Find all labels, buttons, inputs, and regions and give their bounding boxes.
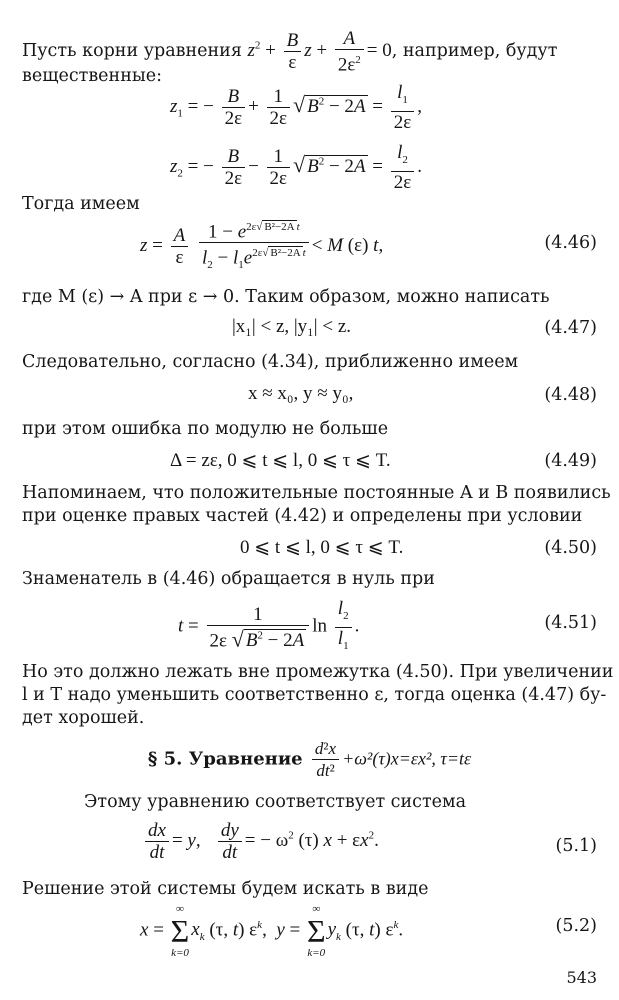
consequently-line: Следовательно, согласно (4.34), приближенно имеем xyxy=(22,352,519,372)
eq-number-5-1: (5.1) xyxy=(555,836,597,856)
section-suffix: +ω²(τ)x=εx², τ=tε xyxy=(342,748,472,769)
eq-number-4-48: (4.48) xyxy=(544,385,597,405)
intro-text: Пусть корни уравнения xyxy=(22,41,242,62)
formula-5-2: x = ∞ Σ k=0 $x_k$ (τ, t) $\varepsilon^k$, y = ∞ Σ k=0 $y_k$ (τ, t) $\varepsilon^k$. xyxy=(140,903,404,959)
corresponds-line: Этому уравнению соответствует система xyxy=(84,792,467,812)
root-z1-formula: $z_1$ = − $\frac{B}{2\varepsilon}$ + $\frac{1}{2\varepsilon}$ √ $B^2 - 2A$ = $\frac{l_1}{2\varepsilon}$ , xyxy=(170,82,422,133)
remind-line-2: при оценке правых частей (4.42) и определены при условии xyxy=(22,506,583,526)
eq-number-4-50: (4.50) xyxy=(544,538,597,558)
formula-4-49: Δ = zε, 0 ⩽ t ⩽ l, 0 ⩽ τ ⩽ T. xyxy=(170,450,391,471)
quadratic-equation: $z^2$ + $\frac{B}{\varepsilon}$ z + $\frac{A}{2\varepsilon^2}$ = 0 xyxy=(247,28,392,76)
formula-5-1: $\frac{dx}{dt}$ = y, $\frac{dy}{dt}$ = − $\omega^2$ (τ) $x + \varepsilon x^2$. xyxy=(142,820,379,863)
intro-suffix: , например, будут xyxy=(391,41,558,62)
formula-4-47: |x₁| < z, |y₁| < z. xyxy=(232,316,352,337)
denominator-line: Знаменатель в (4.46) обращается в нуль при xyxy=(22,569,435,589)
error-line: при этом ошибка по модулю не больше xyxy=(22,419,389,439)
page-number: 543 xyxy=(566,968,597,987)
section-heading: § 5. Уравнение $\frac{\text{d²x}}{\text{dt²}}$ +ω²(τ)x=εx², τ=tε xyxy=(147,739,472,780)
formula-4-48: x ≈ x₀, y ≈ y₀, xyxy=(248,383,354,404)
root-z2-formula: $z_2$ = − $\frac{B}{2\varepsilon}$ − $\frac{1}{2\varepsilon}$ √ $B^2 - 2A$ = $\frac{l_2}{2\varepsilon}$ . xyxy=(170,142,422,193)
formula-4-46: z = $\frac{A}{\varepsilon}$ $\frac{1 - e^{2\varepsilon√ B^2-2A t}}{l_2 - l_1e^{2\varepsilon√ B^2-2A t}}$ < M (ε) t, xyxy=(140,217,383,276)
formula-4-51: t = $\frac{1}{2\varepsilon √ B^2 - 2A}$ ln $\frac{l_2}{l_1}$ . xyxy=(178,598,360,652)
eq-number-5-2: (5.2) xyxy=(555,916,597,936)
but-line-2: l и T надо уменьшить соответственно ε, тогда оценка (4.47) бу- xyxy=(22,685,607,705)
solution-line: Решение этой системы будем искать в виде xyxy=(22,879,429,899)
eq-number-4-46: (4.46) xyxy=(544,233,597,253)
formula-4-50: 0 ⩽ t ⩽ l, 0 ⩽ τ ⩽ T. xyxy=(240,537,404,558)
but-line-1: Но это должно лежать вне промежутка (4.50). При увеличении xyxy=(22,662,614,682)
eq-number-4-51: (4.51) xyxy=(544,613,597,633)
eq-number-4-47: (4.47) xyxy=(544,318,597,338)
but-line-3: дет хорошей. xyxy=(22,708,145,728)
remind-line-1: Напоминаем, что положительные постоянные A и B появились xyxy=(22,483,611,503)
then-line: Тогда имеем xyxy=(22,194,140,214)
eq-number-4-49: (4.49) xyxy=(544,451,597,471)
section-prefix: § 5. Уравнение xyxy=(147,748,303,770)
intro-line-2: вещественные: xyxy=(22,66,163,86)
where-line: где M (ε) → A при ε → 0. Таким образом, можно написать xyxy=(22,287,550,307)
